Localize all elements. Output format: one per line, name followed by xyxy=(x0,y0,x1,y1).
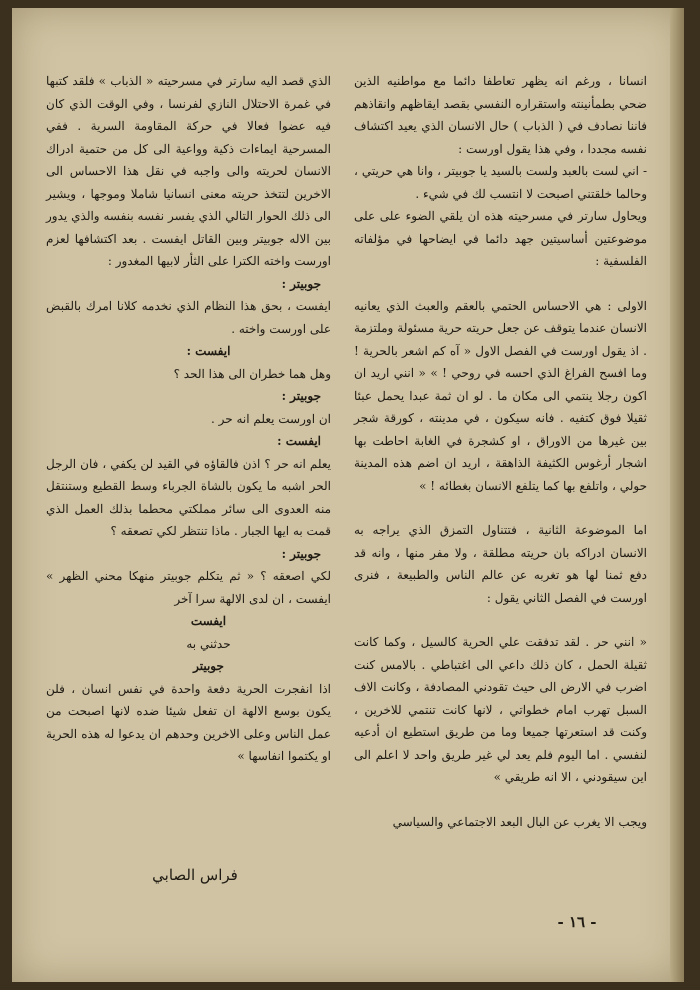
speaker-label: ايفست : xyxy=(186,344,231,358)
quote-paragraph: - اني لست بالعبد ولست بالسيد يا جوبيتر ، وانا هي حريتي ، وحالما خلقتني اصبحت لا انتسب لك في شيء . xyxy=(354,164,647,201)
paragraph: الاولى : هي الاحساس الحتمي بالعقم والعبث الذي يعانيه الانسان عندما يتوقف عن جعل حريته حرية مسئولة وملتزمة . اذ يقول اورست في الفصل الاول « آه كم اشعر بالحرية ! وما افسح الفراغ الذي احسه في روحي ! » « انني اريد ان اكون رجلا ينتمي الى مكان ما . لو ان ثمة عبدا يحمل عبئا ثقيلا فوق كتفيه . فانه سيكون ، في مدينته ، كورقة شجر بين غيرها من الاوراق ، او كشجرة في الغابة احاطت بها اشجار أرغوس الكثيفة الذاهقة ، اريد ان اضم هذه المدينة حولي ، واتلفع بها كما يتلفع الانسان بغطائه ! » xyxy=(354,298,647,493)
speaker-label: جوبيتر : xyxy=(281,389,321,403)
page-spine xyxy=(670,8,684,982)
paragraph: انسانا ، ورغم انه يظهر تعاطفا دائما مع مواطنيه الذين ضحي بطمأنينته واستقراره النفسي بقصد ايقاظهم وانقاذهم فاننا نصادف في ( الذباب ) حال الانسان الذي يعيد اكتشاف نفسه مجددا ، وفي هذا يقول اورست : xyxy=(354,74,647,156)
speaker-label: جوبيتر : xyxy=(281,276,321,291)
paragraph: ويجب الا يغرب عن البال البعد الاجتماعي والسياسي xyxy=(392,814,647,829)
dialogue-line: وهل هما خطران الى هذا الحد ؟ xyxy=(173,366,331,381)
magazine-page xyxy=(12,8,684,982)
left-column xyxy=(46,70,331,768)
dialogue-line: ان اورست يعلم انه حر . xyxy=(210,411,331,426)
speaker-label: جوبيتر xyxy=(193,659,224,673)
dialogue-line: ايفست ، بحق هذا النظام الذي نخدمه كلانا امرك بالقبض على اورست واخته . xyxy=(46,299,331,336)
dialogue-line: يعلم انه حر ؟ اذن فالقاؤه في القيد لن يكفي ، فان الرجل الحر اشبه ما يكون بالشاة الجرباء وسط القطيع وستنتقل منه العدوى الى سائر مملكتي محطما بذلك العمل الذي قمت به ايها الجبار . ماذا تنتظر لكي تصعقه ؟ xyxy=(46,456,331,538)
page-number: - ١٦ - xyxy=(557,913,597,931)
speaker-label: ايفست xyxy=(190,614,227,628)
author-signature: فراس الصابي xyxy=(152,866,238,884)
speaker-label: ايفست : xyxy=(277,434,321,448)
dialogue-line: حدثني به xyxy=(186,636,231,651)
dialogue-line: لكي اصعقه ؟ « ثم يتكلم جوبيتر منهكا محني الظهر » ايفست ، ان لدى الالهة سرا آخر xyxy=(46,569,331,606)
right-column xyxy=(354,70,647,833)
quote-paragraph: « انني حر . لقد تدفقت علي الحرية كالسيل ، وكما كانت ثقيلة الحمل ، كان ذلك داعي الى اغتباطي . بالامس كنت اضرب في الارض الى حيث تقودني المصادفة ، وكانت الاف السبل تهرب امام خطواتي ، لانها كانت تنتمي للاخرين ، وكنت قد استعرتها جميعا وما من طريق استطيع ان أدعيه لنفسي . اما اليوم فلم يعد لي غير طريق واحد لا اعلم الى اين سيقودني ، الا انه طريقي » xyxy=(354,635,647,784)
paragraph: اما الموضوعة الثانية ، فتتناول التمزق الذي يراجه به الانسان ادراكه بان حريته مطلقة ، ولا مفر منها ، وانه قد دفع ثمنا لها هو تغربه عن عالم الناس والطبيعة ، فنرى اورست في الفصل الثاني يقول : xyxy=(354,523,647,605)
paragraph: ويحاول سارتر في مسرحيته هذه ان يلقي الضوء على على موضوعتين أساسيتين جهد دائما في ايضاحها في مؤلفاته الفلسفية : xyxy=(354,209,647,268)
paragraph: الذي قصد اليه سارتر في مسرحيته « الذباب » فلقد كتبها في غمرة الاحتلال النازي لفرنسا ، وفي الوقت الذي كان فيه عضوا فعالا في حركة المقاومة السرية . ففي المسرحية ايماءات ذكية وواعية الى كل من حتمية ادراك الانسان لحريته والى واجبه في نقل هذا الاحساس الى الاخرين لتتخذ حريته معنى انسانيا شاملا وموجها ، ويشير الى ذلك الحوار التالي الذي يفسر نفسه بنفسه والذي يدور بين الاله جوبيتر وبين القاتل ايفست . بعد اكتشافها لعزم اورست واخته الكترا على الثأر لابيها المغدور : xyxy=(46,74,331,268)
speaker-label: جوبيتر : xyxy=(281,546,321,561)
dialogue-line: اذا انفجرت الحرية دفعة واحدة في نفس انسان ، فلن يكون بوسع الالهة ان تفعل شيئا ضده لانها اصبحت من عمل الناس وعلى الاخرين وحدهم ان يدعوا له هذه الحرية او يكتموا انفاسها » xyxy=(46,681,331,763)
